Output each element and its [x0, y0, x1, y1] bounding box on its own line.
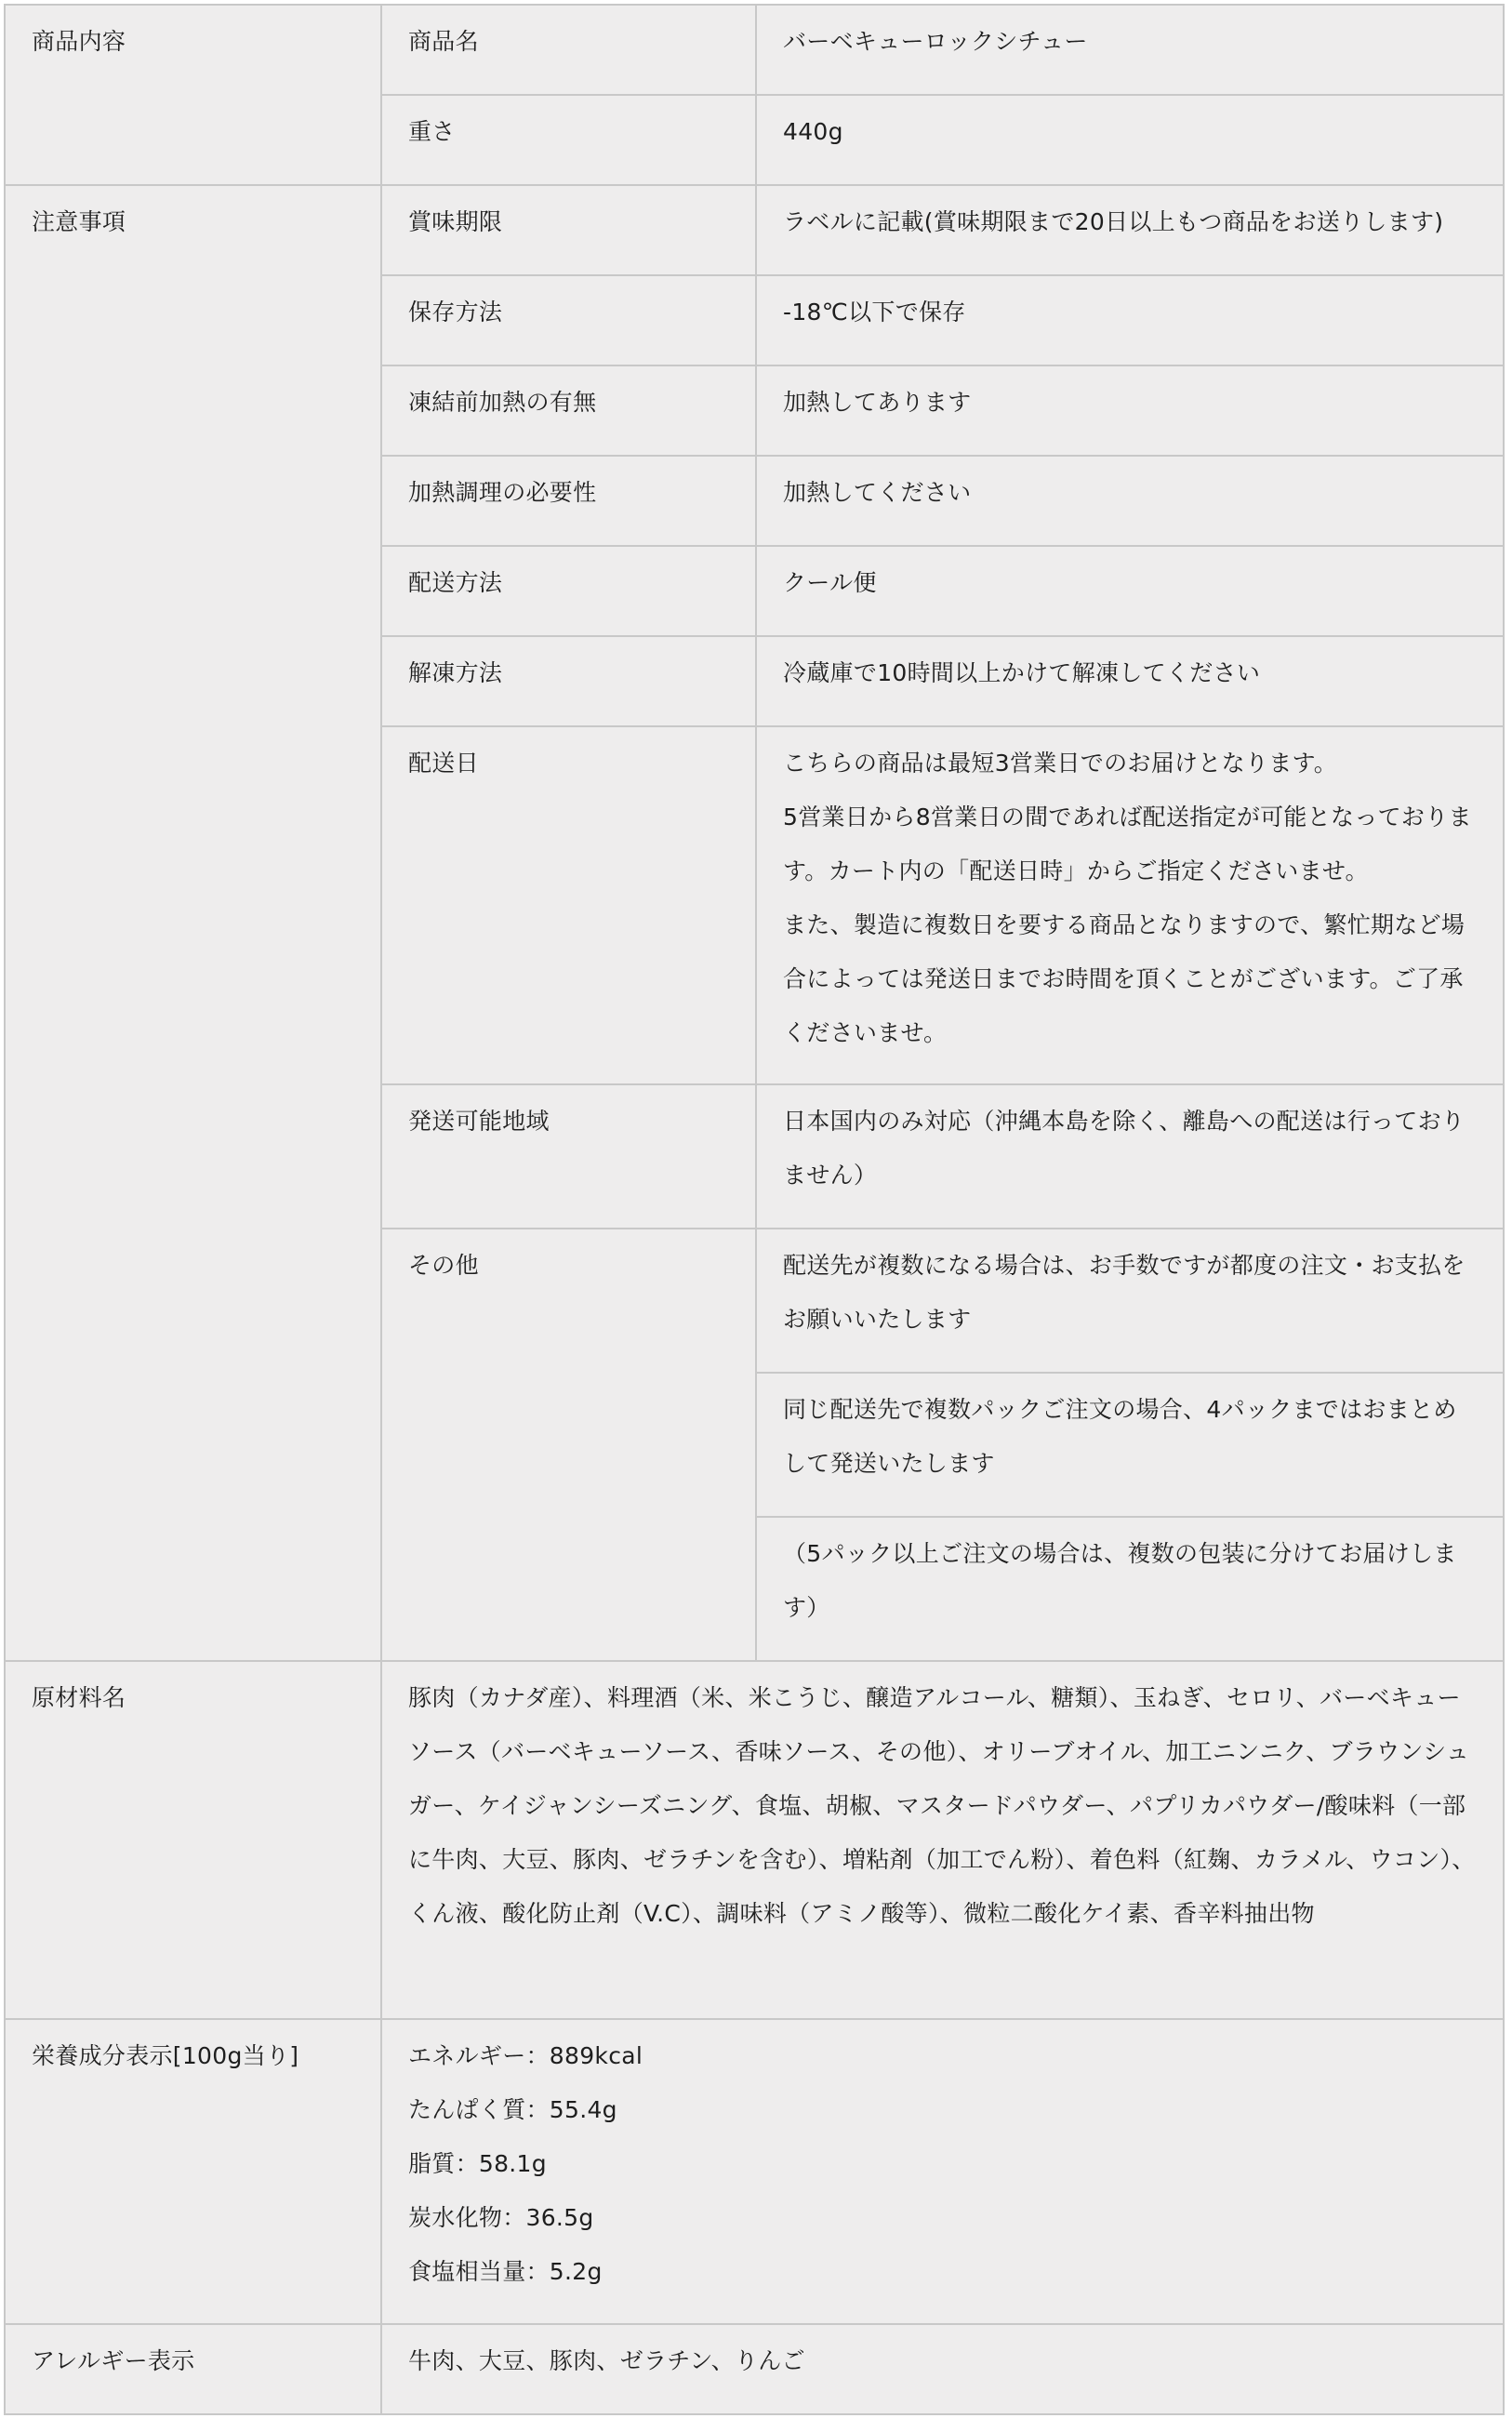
value-other-item: 配送先が複数になる場合は、お手数ですが都度の注文・お支払をお願いいたします	[756, 1229, 1504, 1373]
label-notes: 注意事項	[5, 185, 381, 1661]
delivery-date-line: また、製造に複数日を要する商品となりますので、繁忙期など場合によっては発送日までお時間を頂くことがございます。ご了承くださいませ。	[783, 911, 1466, 1046]
value-product-name: バーベキューロックシチュー	[756, 5, 1504, 95]
value-allergy: 牛肉、大豆、豚肉、ゼラチン、りんご	[381, 2324, 1504, 2414]
value-other-item: 同じ配送先で複数パックご注文の場合、4パックまではおまとめして発送いたします	[756, 1373, 1504, 1517]
nutrition-line: たんぱく質：55.4g	[408, 2096, 617, 2123]
value-best-before: ラベルに記載(賞味期限まで20日以上もつ商品をお送りします)	[756, 185, 1504, 275]
delivery-date-line: 5営業日から8営業日の間であれば配送指定が可能となっております。カート内の「配送日時」からご指定くださいませ。	[783, 804, 1472, 884]
label-allergy: アレルギー表示	[5, 2324, 381, 2414]
label-nutrition: 栄養成分表示[100g当り]	[5, 2019, 381, 2324]
key-delivery-date: 配送日	[381, 726, 756, 1084]
key-other: その他	[381, 1229, 756, 1661]
value-weight: 440g	[756, 95, 1504, 185]
key-preheat: 凍結前加熱の有無	[381, 365, 756, 456]
row-nutrition	[5, 2019, 1504, 2324]
key-storage: 保存方法	[381, 275, 756, 365]
key-shipping-method: 配送方法	[381, 546, 756, 636]
label-contents: 商品内容	[5, 5, 381, 185]
row-product-name	[5, 5, 1504, 95]
nutrition-line: 炭水化物：36.5g	[408, 2204, 594, 2231]
key-product-name: 商品名	[381, 5, 756, 95]
row-allergy	[5, 2324, 1504, 2414]
row-ingredients	[5, 1661, 1504, 2019]
value-storage: -18℃以下で保存	[756, 275, 1504, 365]
value-delivery-date	[756, 726, 1504, 1084]
key-cooking: 加熱調理の必要性	[381, 456, 756, 546]
key-best-before: 賞味期限	[381, 185, 756, 275]
value-cooking: 加熱してください	[756, 456, 1504, 546]
value-other-item: （5パック以上ご注文の場合は、複数の包装に分けてお届けします）	[756, 1517, 1504, 1661]
value-nutrition	[381, 2019, 1504, 2324]
nutrition-line: 食塩相当量：5.2g	[408, 2258, 603, 2285]
delivery-date-line: こちらの商品は最短3営業日でのお届けとなります。	[783, 750, 1338, 777]
key-thawing: 解凍方法	[381, 636, 756, 726]
key-weight: 重さ	[381, 95, 756, 185]
product-spec-table	[4, 4, 1505, 2415]
nutrition-line: エネルギー：889kcal	[408, 2042, 643, 2069]
value-shipping-method: クール便	[756, 546, 1504, 636]
label-ingredients: 原材料名	[5, 1661, 381, 2019]
row-best-before	[5, 185, 1504, 275]
value-ingredients: 豚肉（カナダ産）、料理酒（米、米こうじ、醸造アルコール、糖類）、玉ねぎ、セロリ、バーベキューソース（バーベキューソース、香味ソース、その他）、オリーブオイル、加工ニンニク、ブラウンシュガー、ケイジャンシーズニング、食塩、胡椒、マスタードパウダー、パプリカパウダー/酸味料（一部に牛肉、大豆、豚肉、ゼラチンを含む）、増粘剤（加工でん粉）、着色料（紅麹、カラメル、ウコン）、くん液、酸化防止剤（V.C）、調味料（アミノ酸等）、微粒二酸化ケイ素、香辛料抽出物	[381, 1661, 1504, 2019]
nutrition-line: 脂質：58.1g	[408, 2150, 547, 2177]
value-area: 日本国内のみ対応（沖縄本島を除く、離島への配送は行っておりません）	[756, 1084, 1504, 1229]
value-preheat: 加熱してあります	[756, 365, 1504, 456]
key-area: 発送可能地域	[381, 1084, 756, 1229]
value-thawing: 冷蔵庫で10時間以上かけて解凍してください	[756, 636, 1504, 726]
